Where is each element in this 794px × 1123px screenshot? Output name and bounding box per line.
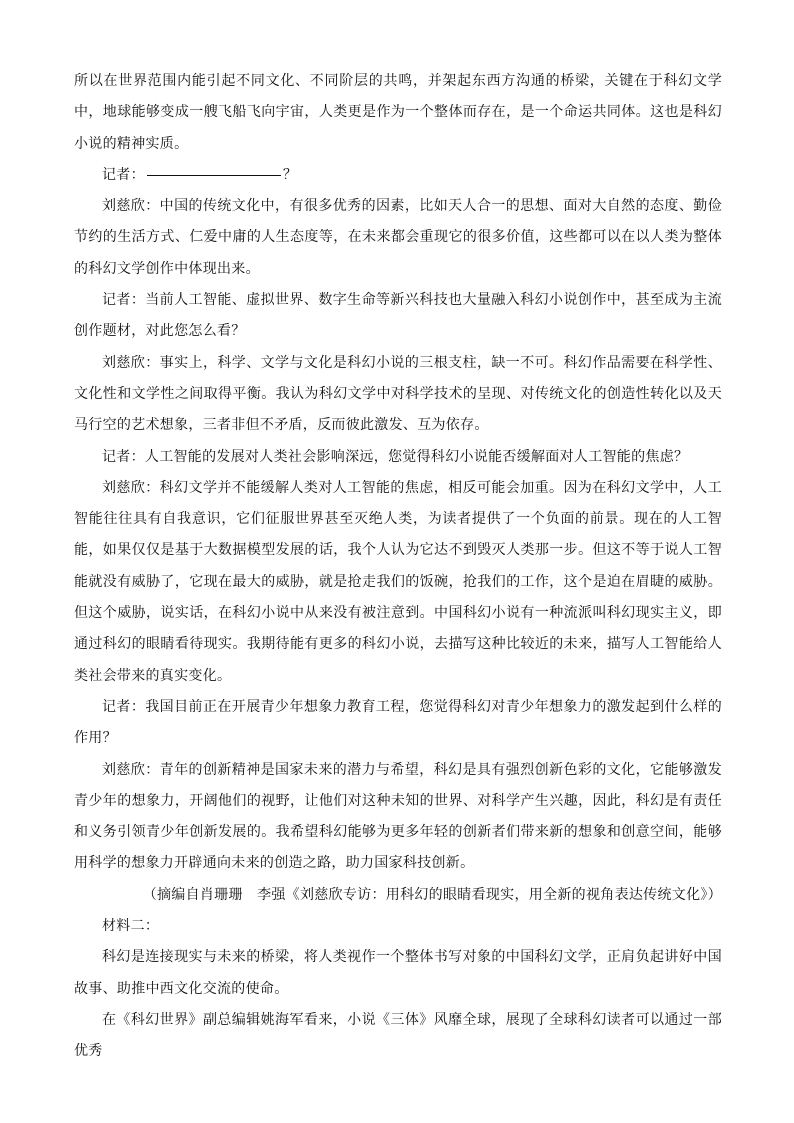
question-paragraph: 记者：我国目前正在开展青少年想象力教育工程，您觉得科幻对青少年想象力的激发起到什么样的作用？ [74,698,722,747]
answer-paragraph: 刘慈欣：事实上，科学、文学与文化是科幻小说的三根支柱，缺一不可。科幻作品需要在科学性、文化性和文学性之间取得平衡。我认为科幻文学中对科学技术的呈现、对传统文化的创造性转化以及天马行空的艺术想象，三者非但不矛盾，反而彼此激发、互为依存。 [74,354,722,434]
answer-paragraph: 刘慈欣：青年的创新精神是国家未来的潜力与希望，科幻是具有强烈创新色彩的文化，它能够激发青少年的想象力，开阔他们的视野，让他们对这种未知的世界、对科学产生兴趣，因此，科幻是有责任和义务引领青少年创新发展的。我希望科幻能够为更多年轻的创新者们带来新的想象和创意空间，能够用科学的想象力开辟通向未来的创造之路，助力国家科技创新。 [74,761,722,872]
material-heading: 材料二： [102,918,160,935]
question-paragraph: 记者：人工智能的发展对人类社会影响深远，您觉得科幻小说能否缓解面对人工智能的焦虑？ [102,448,689,465]
answer-paragraph: 刘慈欣：中国的传统文化中，有很多优秀的因素，比如天人合一的思想、面对大自然的态度、勤俭节约的生活方式、仁爱中庸的人生态度等，在未来都会重现它的很多价值，这些都可以在以人类为整体的科幻文学创作中体现出来。 [74,198,722,277]
reporter-label: 记者： [102,166,145,183]
document-page [74,66,722,1068]
body-paragraph: 在《科幻世界》副总编辑姚海军看来，小说《三体》风靡全球，展现了全球科幻读者可以通过一部优秀 [74,1011,722,1060]
question-mark: ？ [282,166,298,183]
reporter-question-blank [74,160,722,191]
question-paragraph: 记者：当前人工智能、虚拟世界、数字生命等新兴科技也大量融入科幻小说创作中，甚至成为主流创作题材，对此您怎么看？ [74,292,722,340]
answer-blank[interactable] [147,174,281,176]
answer-paragraph: 刘慈欣：科幻文学并不能缓解人类对人工智能的焦虑，相反可能会加重。因为在科幻文学中，人工智能往往具有自我意识，它们征服世界甚至灭绝人类，为读者提供了一个负面的前景。现在的人工智能，如果仅仅是基于大数据模型发展的话，我个人认为它达不到毁灭人类那一步。但这不等于说人工智能就没有威胁了，它现在最大的威胁，就是抢走我们的饭碗，抢我们的工作，这个是迫在眉睫的威胁。但这个威胁，说实话，在科幻小说中从来没有被注意到。中国科幻小说有一种流派叫科幻现实主义，即通过科幻的眼睛看待现实。我期待能有更多的科幻小说，去描写这种比较近的未来，描写人工智能给人类社会带来的真实变化。 [74,479,722,684]
paragraph-continuation: 所以在世界范围内能引起不同文化、不同阶层的共鸣，并架起东西方沟通的桥梁，关键在于科幻文学中，地球能够变成一艘飞船飞向宇宙，人类更是作为一个整体而存在，是一个命运共同体。这也是科幻小说的精神实质。 [74,73,722,152]
source-citation: （摘编自肖珊珊 李强《刘慈欣专访：用科幻的眼睛看现实，用全新的视角表达传统文化》） [142,886,722,903]
body-paragraph: 科幻是连接现实与未来的桥梁，将人类视作一个整体书写对象的中国科幻文学，正肩负起讲好中国故事、助推中西文化交流的使命。 [74,949,722,997]
